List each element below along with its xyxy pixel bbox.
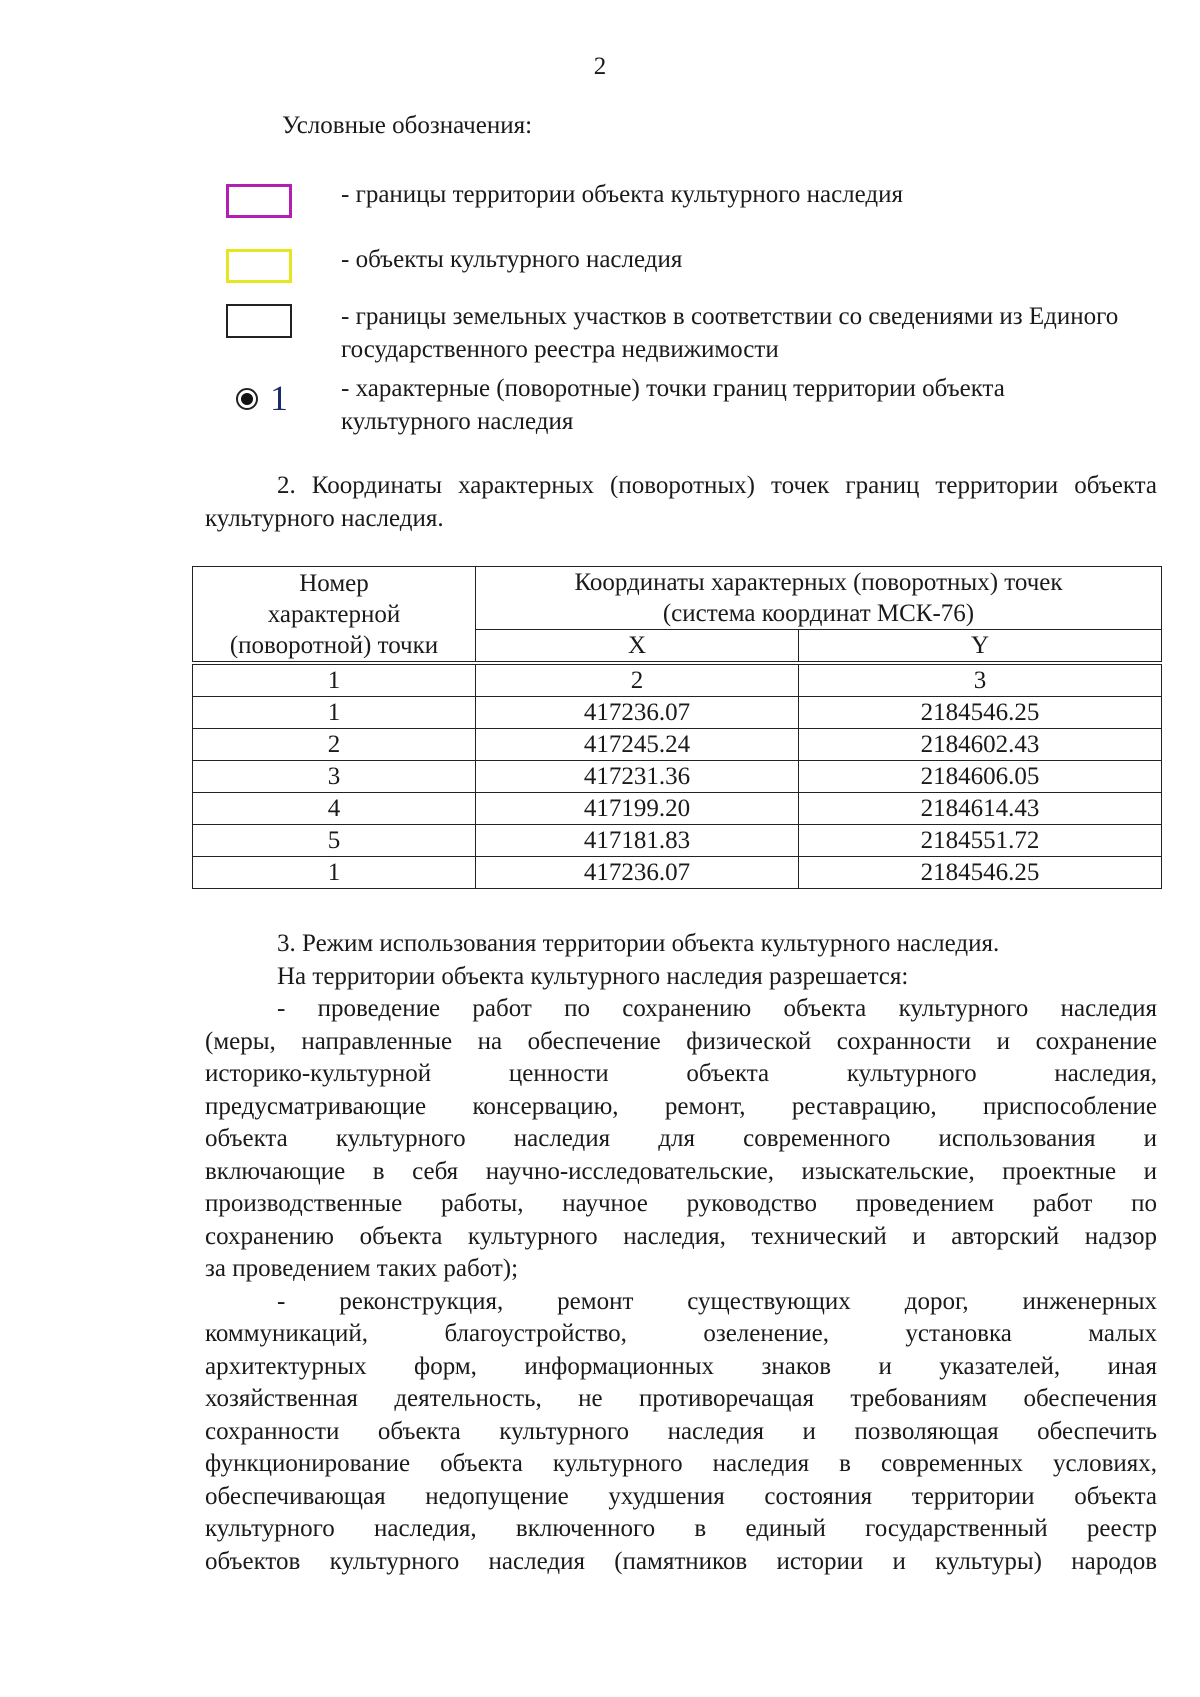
text-line: включающие в себя научно-исследовательские, изыскательские, проектные и: [205, 1157, 1157, 1185]
legend-text: - характерные (поворотные) точки границ территории объекта культурного наследия: [341, 375, 1005, 435]
text-line: коммуникаций, благоустройство, озеленение, установка малых: [205, 1320, 1157, 1347]
text-line: сохранению объекта культурного наследия, технический и авторский надзор: [205, 1222, 1157, 1250]
coordinates-table: [192, 566, 1162, 889]
header-line: характерной: [267, 600, 401, 628]
header-line: Номер: [299, 569, 369, 597]
y-cell: 2184546.25: [799, 857, 1162, 889]
header-line: Координаты характерных (поворотных) точек: [574, 569, 1063, 596]
text-line: сохранности объекта культурного наследия и позволяющая обеспечить: [205, 1417, 1157, 1445]
table-cell: 1: [193, 663, 476, 697]
magenta-rectangle-icon: [226, 184, 292, 218]
x-cell: 417245.24: [476, 729, 799, 761]
text-line: предусматривающие консервацию, ремонт, реставрацию, приспособление: [205, 1092, 1157, 1120]
text-line: (меры, направленные на обеспечение физической сохранности и сохранение: [205, 1027, 1157, 1055]
legend-text: - границы земельных участков в соответствии со сведениями из Единого государственного реестра недвижимости: [341, 303, 1119, 363]
target-point-icon: [236, 388, 258, 410]
table-row: [193, 761, 1162, 793]
point-number-cell: 1: [193, 857, 476, 889]
point-number-cell: 3: [193, 761, 476, 793]
x-cell: 417236.07: [476, 857, 799, 889]
point-number-cell: 5: [193, 825, 476, 857]
header-line: (система координат МСК-76): [662, 600, 975, 627]
x-cell: 417236.07: [476, 697, 799, 729]
text-line: На территории объекта культурного наследия разрешается:: [277, 962, 909, 990]
legend-text: - границы территории объекта культурного наследия: [341, 181, 904, 208]
section-2-heading: 2. Координаты характерных (поворотных) точек границ территории объекта культурного наследия.: [205, 472, 1157, 532]
point-label: 1: [270, 378, 288, 418]
table-cell: 3: [799, 663, 1162, 697]
turning-point-symbol: [226, 380, 306, 420]
point-number-header: [193, 567, 476, 664]
point-number-cell: 2: [193, 729, 476, 761]
text-line: функционирование объекта культурного наследия в современных условиях,: [205, 1450, 1157, 1477]
x-cell: 417181.83: [476, 825, 799, 857]
text-line: объекта культурного наследия для современного использования и: [205, 1125, 1157, 1152]
text-line: - реконструкция, ремонт существующих дорог, инженерных: [277, 1287, 1157, 1315]
table-row: [193, 857, 1162, 889]
legend-title: Условные обозначения:: [282, 112, 533, 139]
table-numbering-row: [193, 663, 1162, 697]
y-cell: 2184551.72: [799, 825, 1162, 857]
text-line: - проведение работ по сохранению объекта культурного наследия: [277, 995, 1157, 1022]
text-line: за проведением таких работ);: [205, 1255, 519, 1282]
text-line: историко-культурной ценности объекта культурного наследия,: [205, 1060, 1157, 1087]
y-cell: 2184614.43: [799, 793, 1162, 825]
table-row: [193, 825, 1162, 857]
x-cell: 417231.36: [476, 761, 799, 793]
point-number-cell: 4: [193, 793, 476, 825]
table-cell: 2: [476, 663, 799, 697]
y-header: Y: [799, 630, 1162, 664]
yellow-rectangle-icon: [226, 249, 292, 283]
coordinates-group-header: [476, 567, 1162, 630]
legend-text: - объекты культурного наследия: [341, 246, 683, 273]
table-row: [193, 729, 1162, 761]
page-number: 2: [593, 53, 607, 80]
point-number-cell: 1: [193, 697, 476, 729]
y-cell: 2184602.43: [799, 729, 1162, 761]
text-line: хозяйственная деятельность, не противоречащая требованиям обеспечения: [205, 1385, 1157, 1412]
header-line: (поворотной) точки: [229, 631, 439, 659]
black-rectangle-icon: [226, 304, 292, 338]
y-cell: 2184606.05: [799, 761, 1162, 793]
x-header: X: [476, 630, 799, 664]
text-line: производственные работы, научное руководство проведением работ по: [205, 1190, 1157, 1217]
text-line: обеспечивающая недопущение ухудшения состояния территории объекта: [205, 1482, 1157, 1510]
section-3-heading: 3. Режим использования территории объекта культурного наследия.: [277, 930, 1000, 957]
y-cell: 2184546.25: [799, 697, 1162, 729]
text-line: архитектурных форм, информационных знаков и указателей, иная: [205, 1352, 1157, 1380]
table-header-row: [193, 567, 1162, 630]
section-3-body: [205, 928, 1157, 1578]
text-line: культурного наследия, включенного в единый государственный реестр: [205, 1515, 1157, 1542]
text-line: объектов культурного наследия (памятников истории и культуры) народов: [205, 1547, 1157, 1575]
x-cell: 417199.20: [476, 793, 799, 825]
table-row: [193, 793, 1162, 825]
table-row: [193, 697, 1162, 729]
